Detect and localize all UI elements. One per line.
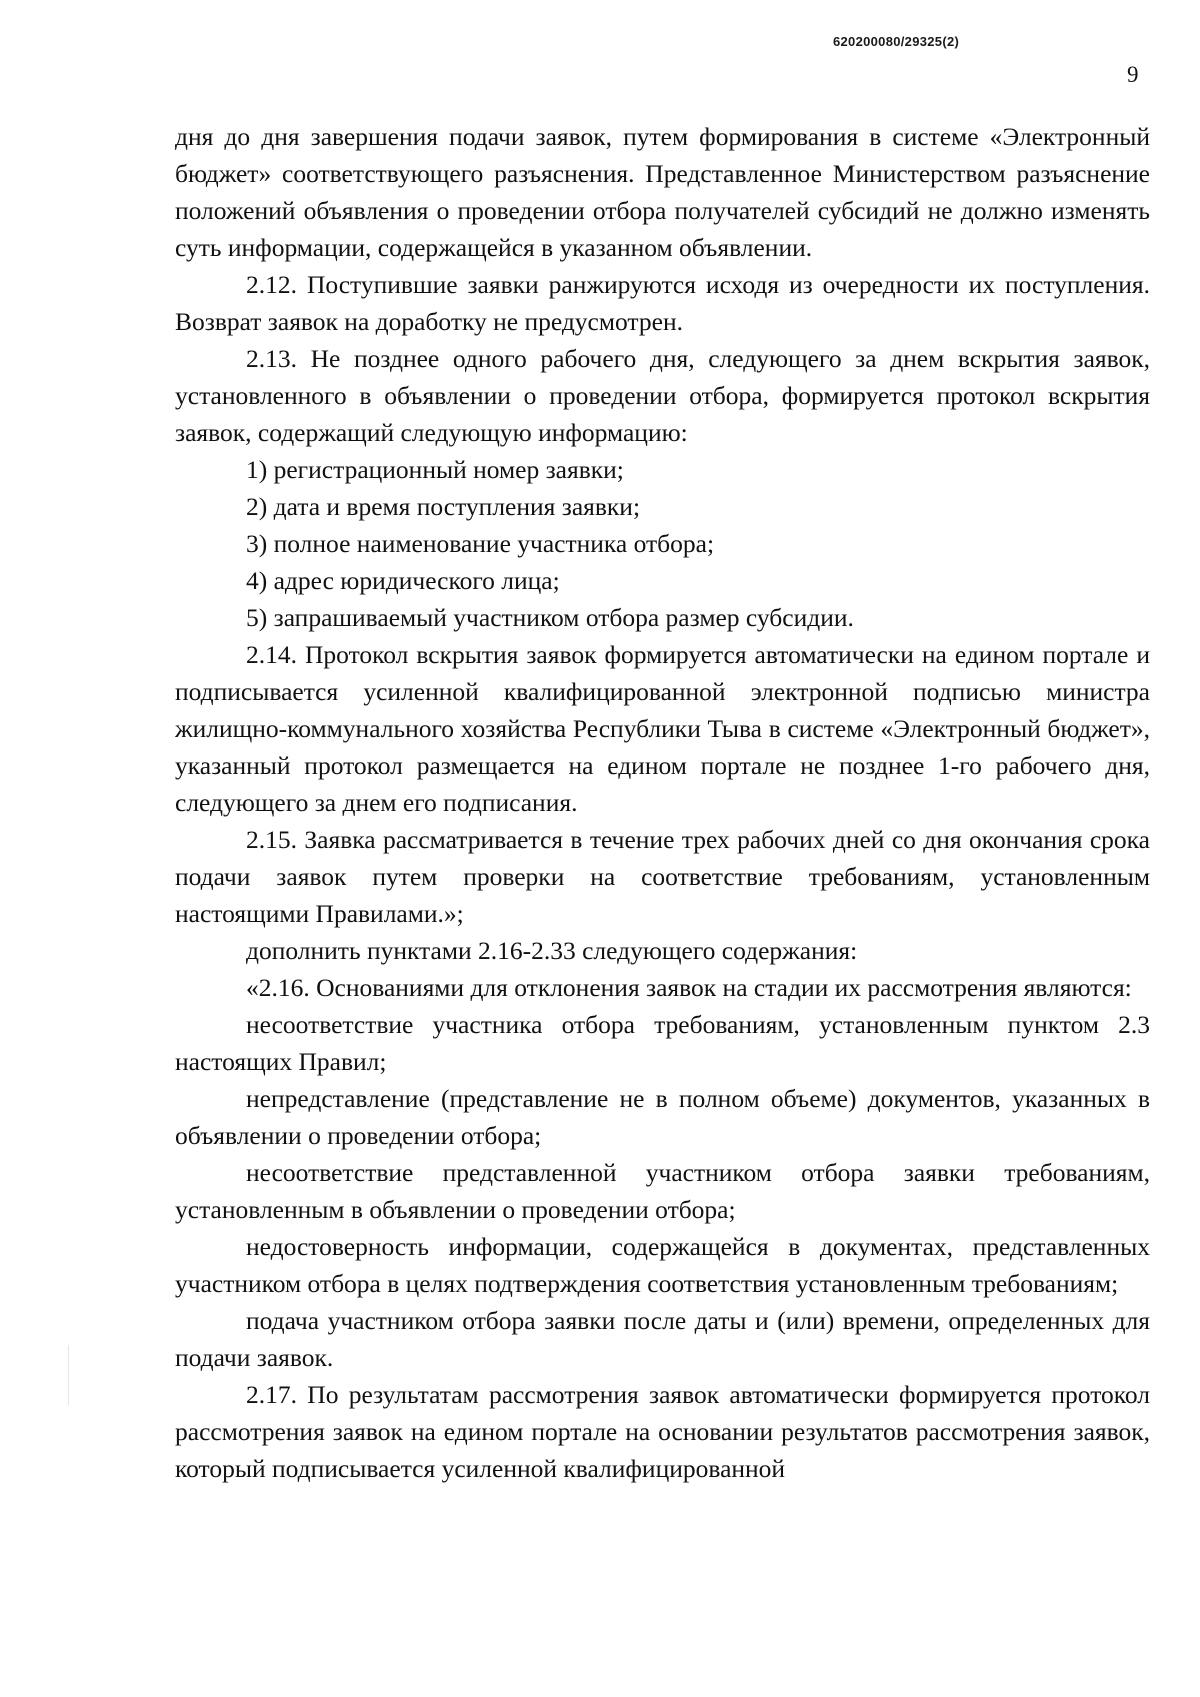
paragraph-2-14: 2.14. Протокол вскрытия заявок формируется автоматически на едином портале и подписывается усиленной квалифицированной электронной подписью министра жилищно-коммунального хозяйства Республики Тыва в системе «Электронный бюджет», указанный протокол размещается на едином портале не позднее 1-го рабочего дня, следующего за днем его подписания. <box>175 640 1150 817</box>
paragraph-2-16: «2.16. Основаниями для отклонения заявок на стадии их рассмотрения являются: <box>246 973 1132 1002</box>
rejection-ground: непредставление (представление не в полном объеме) документов, указанных в объявлении о проведении отбора; <box>175 1084 1150 1150</box>
list-item: 3) полное наименование участника отбора; <box>246 529 715 558</box>
paragraph-2-17: 2.17. По результатам рассмотрения заявок автоматически формируется протокол рассмотрения заявок на едином портале на основании результатов рассмотрения заявок, который подписывается усиленной квалифицированной <box>175 1380 1150 1483</box>
list-item: 4) адрес юридического лица; <box>246 566 560 595</box>
rejection-ground: подача участником отбора заявки после даты и (или) времени, определенных для подачи заявок. <box>175 1306 1150 1372</box>
rejection-ground: несоответствие представленной участником отбора заявки требованиям, установленным в объявлении о проведении отбора; <box>175 1158 1150 1224</box>
page-number: 9 <box>1127 62 1139 87</box>
paragraph-amendment-intro: дополнить пунктами 2.16-2.33 следующего содержания: <box>246 936 858 965</box>
list-item: 1) регистрационный номер заявки; <box>246 455 624 484</box>
rejection-ground: недостоверность информации, содержащейся в документах, представленных участником отбора в целях подтверждения соответствия установленным требованиям; <box>175 1232 1150 1298</box>
paragraph-2-13: 2.13. Не позднее одного рабочего дня, следующего за днем вскрытия заявок, установленного в объявлении о проведении отбора, формируется протокол вскрытия заявок, содержащий следующую информацию: <box>175 344 1150 447</box>
document-body <box>175 118 1150 1487</box>
document-registration-number: 620200080/29325(2) <box>833 34 960 49</box>
list-item: 5) запрашиваемый участником отбора размер субсидии. <box>246 603 854 632</box>
paragraph-2-15: 2.15. Заявка рассматривается в течение трех рабочих дней со дня окончания срока подачи заявок путем проверки на соответствие требованиям, установленным настоящими Правилами.»; <box>175 825 1150 928</box>
rejection-ground: несоответствие участника отбора требованиям, установленным пунктом 2.3 настоящих Правил; <box>175 1010 1150 1076</box>
list-item: 2) дата и время поступления заявки; <box>246 492 641 521</box>
scan-margin-artifact <box>68 1345 69 1405</box>
paragraph-continuation: дня до дня завершения подачи заявок, путем формирования в системе «Электронный бюджет» соответствующего разъяснения. Представленное Министерством разъяснение положений объявления о проведении отбора получателей субсидий не должно изменять суть информации, содержащейся в указанном объявлении. <box>175 122 1150 262</box>
paragraph-2-12: 2.12. Поступившие заявки ранжируются исходя из очередности их поступления. Возврат заявок на доработку не предусмотрен. <box>175 270 1150 336</box>
